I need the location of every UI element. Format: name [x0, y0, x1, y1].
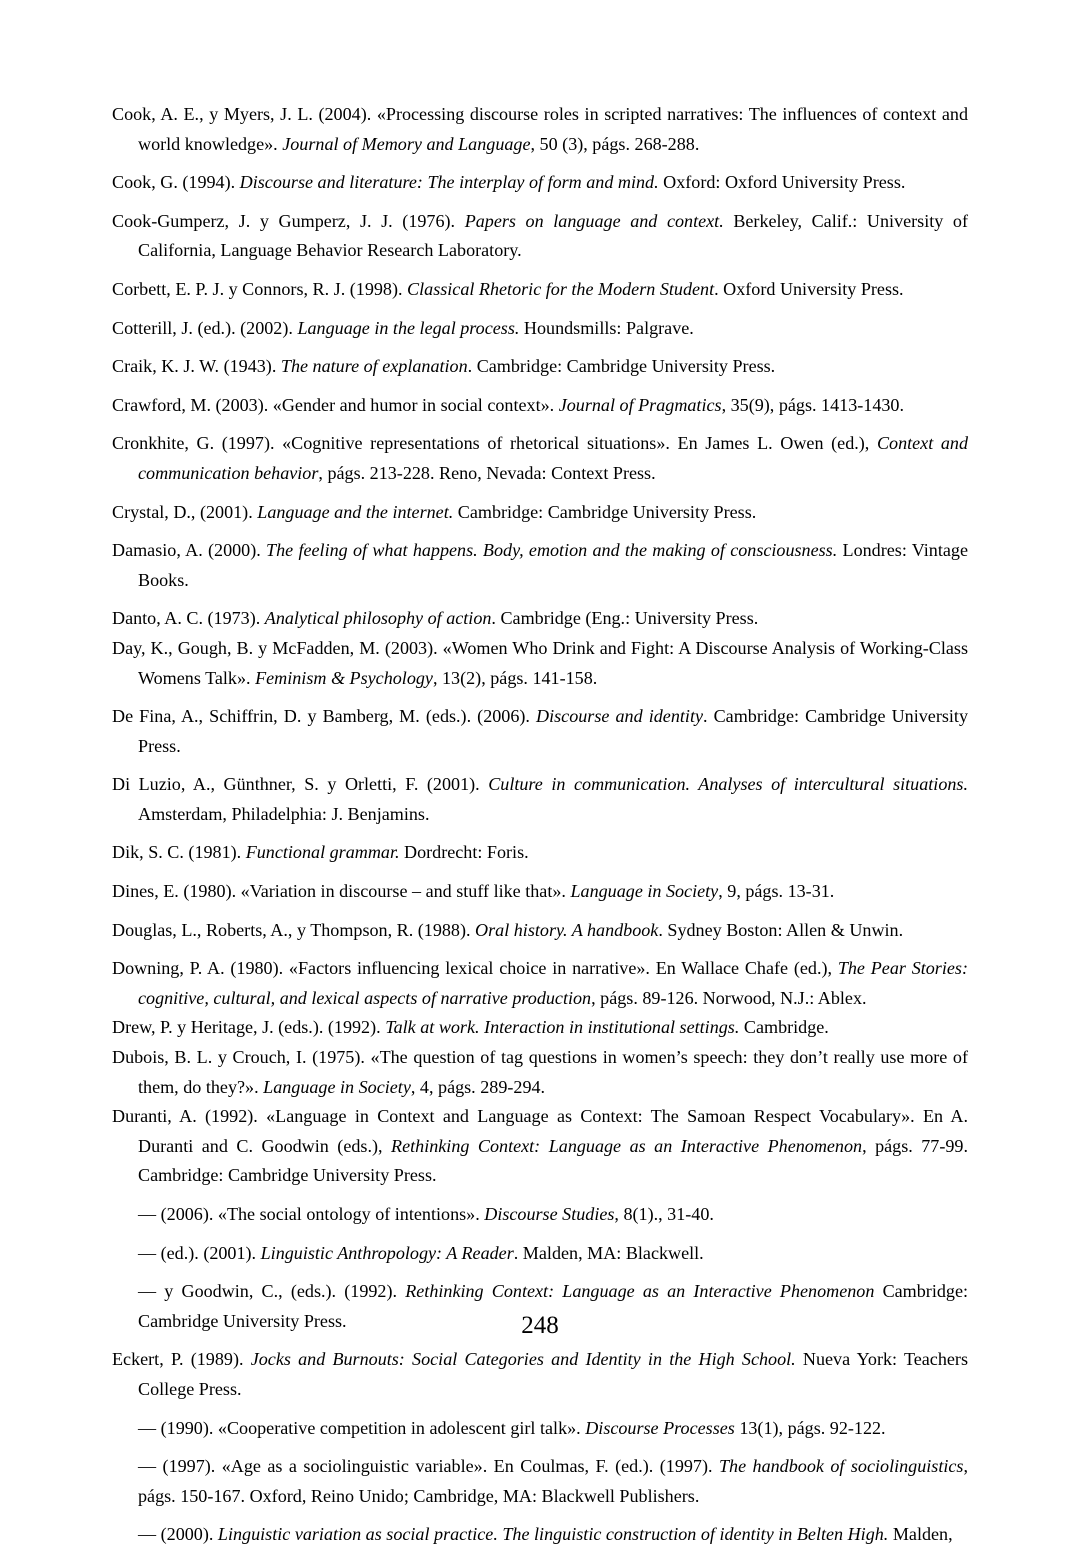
entry-text: , págs. 213-228. Reno, Nevada: Context Press.	[318, 462, 656, 483]
title-italic: Feminism & Psychology	[255, 667, 433, 688]
entry-text: Crystal, D., (2001).	[112, 501, 258, 522]
bibliography-entry	[112, 207, 968, 266]
bibliography-entry	[112, 1043, 968, 1102]
entry-text: Houndsmills: Palgrave.	[519, 317, 694, 338]
bibliography-entry	[112, 1520, 968, 1550]
entry-text: Craik, K. J. W. (1943).	[112, 356, 281, 377]
entry-text: Cronkhite, G. (1997). «Cognitive representations of rhetorical situations». En James L. Owen (ed.),	[112, 433, 877, 454]
entry-text: Di Luzio, A., Günthner, S. y Orletti, F. (2001).	[112, 774, 489, 795]
entry-text: Douglas, L., Roberts, A., y Thompson, R. (1988).	[112, 919, 476, 940]
entry-text: . Cambridge (Eng.: University Press.	[491, 608, 759, 629]
entry-text: Drew, P. y Heritage, J. (eds.). (1992).	[112, 1017, 386, 1038]
title-italic: Jocks and Burnouts: Social Categories and Identity in the High School.	[250, 1349, 796, 1370]
entry-text: . Oxford University Press.	[714, 278, 904, 299]
title-italic: Analytical philosophy of action	[264, 608, 492, 629]
bibliography-entry	[112, 100, 968, 159]
entry-text: Cambridge: Cambridge University Press.	[453, 501, 757, 522]
entry-text: , 35(9), págs. 1413-1430.	[721, 394, 904, 415]
title-italic: Classical Rhetoric for the Modern Student	[407, 278, 715, 299]
entry-text: . Sydney Boston: Allen & Unwin.	[658, 919, 904, 940]
bibliography-entry	[112, 168, 968, 198]
title-italic: Language in Society	[263, 1076, 411, 1097]
title-italic: Rethinking Context: Language as an Interactive Phenomenon	[405, 1281, 875, 1302]
entry-text: , págs. 77-99. Cambridge: Cambridge University Press.	[138, 1135, 968, 1186]
entry-text: Malden,	[888, 1524, 953, 1545]
bibliography-entry	[112, 536, 968, 595]
bibliography-entry	[112, 429, 968, 488]
entry-text: Dordrecht: Foris.	[399, 842, 529, 863]
title-italic: Oral history. A handbook	[475, 919, 659, 940]
bibliography-entry	[112, 314, 968, 344]
title-italic: Journal of Pragmatics	[558, 394, 722, 415]
entry-text: Nueva York: Teachers College Press.	[138, 1349, 968, 1399]
entry-text: Duranti, A. (1992). «Language in Context and Language as Context: The Samoan Respect Vocabulary». En A. Duranti and C. Goodwin (eds.),	[112, 1106, 968, 1156]
entry-text: Cook, A. E., y Myers, J. L. (2004). «Processing discourse roles in scripted narratives: The influences of context and world knowledge».	[112, 104, 968, 154]
title-italic: Papers on language and context.	[464, 210, 724, 231]
title-italic: Language in the legal process.	[297, 317, 520, 338]
entry-text: Corbett, E. P. J. y Connors, R. J. (1998).	[112, 278, 408, 299]
bibliography-entry	[112, 1345, 968, 1404]
title-italic: Linguistic variation as social practice. The linguistic construction of identity in Belten High.	[217, 1524, 889, 1545]
page-number: 248	[521, 1312, 559, 1339]
bibliography-entry	[112, 916, 968, 946]
entry-text: — (2000).	[138, 1524, 218, 1545]
bibliography-entry	[112, 702, 968, 761]
entry-text: , 4, págs. 289-294.	[410, 1076, 546, 1097]
entry-text: Cook-Gumperz, J. y Gumperz, J. J. (1976).	[112, 210, 465, 231]
entry-text: , págs. 150-167. Oxford, Reino Unido; Cambridge, MA: Blackwell Publishers.	[138, 1456, 968, 1506]
title-italic: Context and communication behavior	[138, 433, 968, 483]
entry-text: . Cambridge: Cambridge University Press.	[138, 706, 968, 756]
bibliography-entry	[112, 1013, 968, 1043]
bibliography-entry	[112, 1452, 968, 1511]
entry-text: . Malden, MA: Blackwell.	[513, 1242, 704, 1263]
entry-text: Londres: Vintage Books.	[138, 540, 968, 590]
entry-text: — (ed.). (2001).	[138, 1242, 261, 1263]
entry-text: Dubois, B. L. y Crouch, I. (1975). «The question of tag questions in women’s speech: they don’t really use more of them, do they?».	[112, 1047, 968, 1097]
bibliography-entry	[112, 391, 968, 421]
bibliography-entry	[112, 352, 968, 382]
entry-text: , 8(1)., 31-40.	[614, 1204, 714, 1224]
entry-text: Day, K., Gough, B. y McFadden, M. (2003). «Women Who Drink and Fight: A Discourse Analysis of Working-Class Womens Talk».	[112, 637, 968, 688]
entry-text: — (2006). «The social ontology of intentions».	[138, 1204, 485, 1224]
entry-text: Cambridge: Cambridge University Press.	[138, 1281, 968, 1331]
entry-text: Cambridge.	[739, 1017, 829, 1038]
bibliography-entry	[112, 1200, 968, 1230]
bibliography-entry	[112, 634, 968, 693]
title-italic: The handbook of sociolinguistics	[718, 1456, 964, 1477]
entry-text: , 50 (3), págs. 268-288.	[530, 133, 700, 154]
entry-text: Cotterill, J. (ed.). (2002).	[112, 317, 298, 338]
title-italic: The Pear Stories: cognitive, cultural, and lexical aspects of narrative production	[138, 958, 968, 1008]
entry-text: Dik, S. C. (1981).	[112, 842, 246, 863]
title-italic: Language in Society	[570, 881, 719, 902]
title-italic: Discourse and literature: The interplay of form and mind.	[239, 172, 659, 193]
entry-text: Cook, G. (1994).	[112, 172, 240, 193]
title-italic: Linguistic Anthropology: A Reader	[260, 1242, 514, 1263]
entry-text: 13(1), págs. 92-122.	[734, 1417, 886, 1438]
bibliography-entry	[112, 838, 968, 868]
bibliography-entry	[112, 498, 968, 528]
entry-text: De Fina, A., Schiffrin, D. y Bamberg, M. (eds.). (2006).	[112, 706, 537, 727]
entry-text: , 13(2), págs. 141-158.	[432, 667, 598, 688]
entry-text: . Cambridge: Cambridge University Press.	[467, 356, 776, 377]
title-italic: The nature of explanation	[280, 356, 468, 377]
bibliography-entry	[112, 1102, 968, 1191]
title-italic: Discourse and identity	[536, 706, 703, 727]
title-italic: Journal of Memory and Language	[282, 133, 531, 154]
title-italic: Talk at work. Interaction in institutional settings.	[385, 1017, 740, 1038]
entry-text: Oxford: Oxford University Press.	[658, 172, 906, 193]
title-italic: The feeling of what happens. Body, emotion and the making of consciousness.	[266, 540, 838, 561]
entry-text: Damasio, A. (2000).	[112, 540, 267, 561]
bibliography-entry	[112, 275, 968, 305]
entry-text: — y Goodwin, C., (eds.). (1992).	[138, 1281, 406, 1302]
bibliography-entry	[112, 954, 968, 1013]
title-italic: Discourse Processes	[585, 1417, 735, 1438]
title-italic: Language and the internet.	[257, 501, 454, 522]
entry-text: Dines, E. (1980). «Variation in discourse – and stuff like that».	[112, 881, 571, 902]
entry-text: Amsterdam, Philadelphia: J. Benjamins.	[138, 803, 430, 824]
entry-text: Danto, A. C. (1973).	[112, 608, 265, 629]
entry-text: Berkeley, Calif.: University of California, Language Behavior Research Laboratory.	[138, 210, 968, 261]
entry-text: — (1997). «Age as a sociolinguistic variable». En Coulmas, F. (ed.). (1997).	[138, 1456, 719, 1477]
title-italic: Rethinking Context: Language as an Interactive Phenomenon	[391, 1135, 863, 1156]
entry-text: Downing, P. A. (1980). «Factors influencing lexical choice in narrative». En Wallace Chafe (ed.),	[112, 958, 838, 979]
bibliography-entry	[112, 877, 968, 907]
bibliography-entry	[112, 1239, 968, 1269]
entry-text: Crawford, M. (2003). «Gender and humor in social context».	[112, 394, 559, 415]
title-italic: Discourse Studies	[484, 1204, 615, 1224]
bibliography-entry	[112, 604, 968, 634]
entry-text: , págs. 89-126. Norwood, N.J.: Ablex.	[591, 987, 867, 1008]
title-italic: Functional grammar.	[245, 842, 400, 863]
entry-text: , 9, págs. 13-31.	[718, 881, 835, 902]
bibliography-entry	[112, 1414, 968, 1444]
entry-text: Eckert, P. (1989).	[112, 1349, 251, 1370]
entry-text: — (1990). «Cooperative competition in adolescent girl talk».	[138, 1417, 586, 1438]
bibliography-entry	[112, 770, 968, 829]
title-italic: Culture in communication. Analyses of intercultural situations.	[488, 774, 968, 795]
